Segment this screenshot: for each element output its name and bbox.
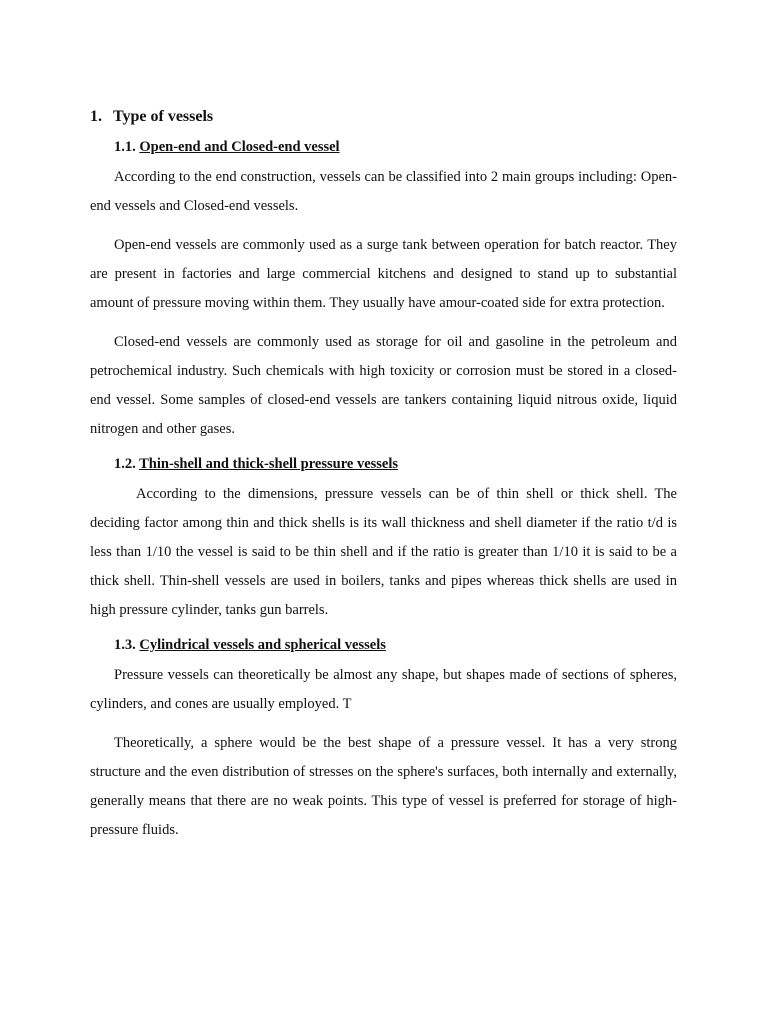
section-number: 1. (90, 108, 102, 125)
paragraph: According to the dimensions, pressure vessels can be of thin shell or thick shell. The deciding factor among thin and thick shells is its wall thickness and shell diameter if the ratio t/d is less than 1/10 the vessel is said to be thin shell and if the ratio is greater than 1/10 it is said to be a thick shell. Thin-shell vessels are used in boilers, tanks and pipes whereas thick shells are used in high pressure cylinder, tanks gun barrels. (90, 486, 677, 618)
paragraph: Open-end vessels are commonly used as a surge tank between operation for batch reactor. They are present in factories and large commercial kitchens and designed to stand up to substantial amount of pressure moving within them. They usually have amour-coated side for extra protection. (90, 237, 677, 311)
subsection-number: 1.3. (114, 637, 136, 653)
paragraph: Closed-end vessels are commonly used as storage for oil and gasoline in the petroleum and petrochemical industry. Such chemicals with high toxicity or corrosion must be stored in a closed-end vessel. Some samples of closed-end vessels are tankers containing liquid nitrous oxide, liquid nitrogen and other gases. (90, 334, 677, 437)
subsection-title: Open-end and Closed-end vessel (139, 139, 340, 155)
subsection-heading-1-3 (114, 635, 677, 655)
paragraph: Theoretically, a sphere would be the best shape of a pressure vessel. It has a very strong structure and the even distribution of stresses on the sphere's surfaces, both internally and externally, generally means that there are no weak points. This type of vessel is preferred for storage of high-pressure fluids. (90, 735, 677, 838)
subsection-title: Thin-shell and thick-shell pressure vessels (139, 456, 399, 472)
paragraph: According to the end construction, vessels can be classified into 2 main groups including: Open-end vessels and Closed-end vessels. (90, 169, 677, 214)
paragraph: Pressure vessels can theoretically be almost any shape, but shapes made of sections of spheres, cylinders, and cones are usually employed. T (90, 667, 677, 712)
section-heading (90, 106, 677, 128)
subsection-number: 1.1. (114, 139, 136, 155)
subsection-heading-1-2 (114, 454, 677, 474)
section-title: Type of vessels (113, 108, 214, 125)
document-page (90, 106, 677, 855)
subsection-title: Cylindrical vessels and spherical vessels (139, 637, 386, 653)
subsection-heading-1-1 (114, 137, 677, 157)
subsection-number: 1.2. (114, 456, 136, 472)
